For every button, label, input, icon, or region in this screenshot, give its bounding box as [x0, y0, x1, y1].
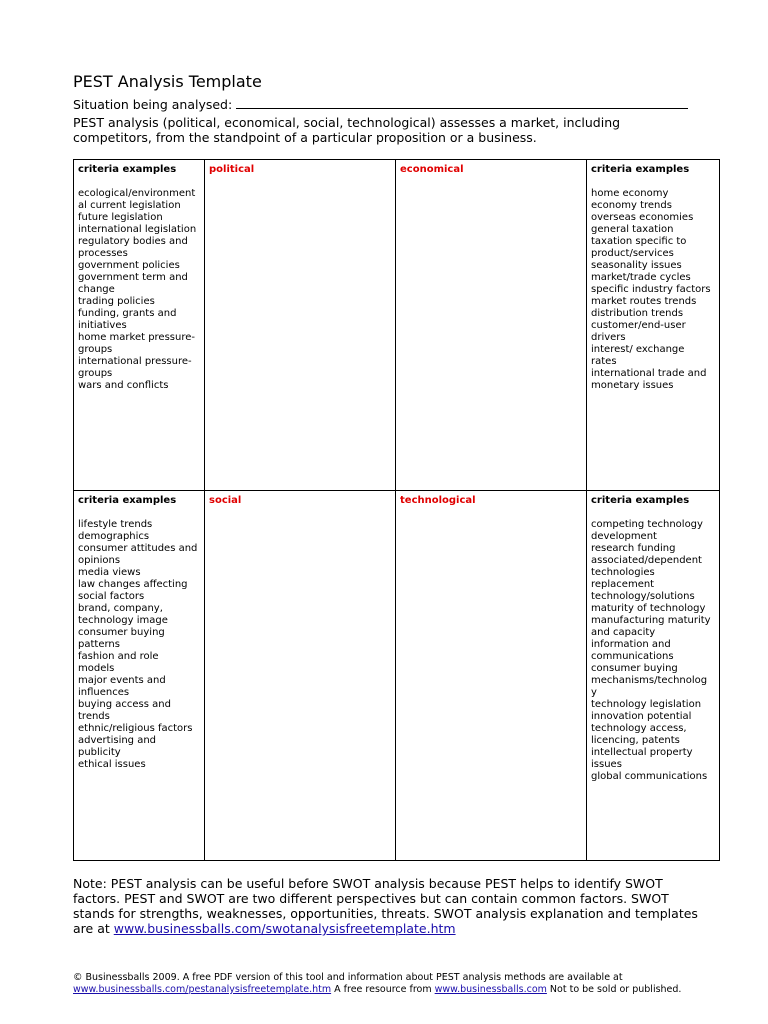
list-item: trading policies [78, 296, 155, 307]
list-item: home economy [591, 188, 669, 199]
criteria-header: criteria examples [78, 495, 177, 506]
footer-text-3: Not to be sold or published. [546, 984, 682, 995]
criteria-header: criteria examples [591, 495, 690, 506]
list-item: mechanisms/technolog [591, 675, 708, 686]
situation-line [73, 96, 688, 112]
list-item: general taxation [591, 224, 674, 235]
list-item: maturity of technology [591, 603, 706, 614]
technological-cell[interactable] [396, 491, 587, 861]
economical-cell[interactable] [396, 160, 587, 491]
list-item: media views [78, 567, 141, 578]
list-item: competing technology [591, 519, 703, 530]
list-item: influences [78, 687, 130, 698]
list-item: interest/ exchange [591, 344, 685, 355]
list-item: international pressure- [78, 356, 192, 367]
list-item: replacement [591, 579, 655, 590]
pest-link[interactable]: www.businessballs.com/pestanalysisfreetemplate.htm [73, 984, 332, 995]
list-item: technology legislation [591, 699, 702, 710]
list-item: manufacturing maturity [591, 615, 711, 626]
list-item: future legislation [78, 212, 163, 223]
list-item: drivers [591, 332, 626, 343]
page-title: PEST Analysis Template [73, 72, 262, 91]
list-item: demographics [78, 531, 150, 542]
list-item: associated/dependent [591, 555, 702, 566]
list-item: distribution trends [591, 308, 684, 319]
criteria-cell-political [74, 160, 205, 491]
list-item: home market pressure- [78, 332, 195, 343]
list-item: consumer buying [78, 627, 165, 638]
list-item: and capacity [591, 627, 656, 638]
criteria-header: criteria examples [78, 164, 177, 175]
list-item: taxation specific to [591, 236, 687, 247]
list-item: government term and [78, 272, 188, 283]
list-item: change [78, 284, 115, 295]
political-cell[interactable] [205, 160, 396, 491]
list-item: patterns [78, 639, 120, 650]
intro-paragraph: PEST analysis (political, economical, social, technological) assesses a market, including competitors, from the standpoint of a particular proposition or a business. [73, 115, 621, 145]
list-item: market routes trends [591, 296, 697, 307]
social-header: social [209, 495, 242, 506]
list-item: fashion and role [78, 651, 159, 662]
list-item: consumer attitudes and [78, 543, 198, 554]
list-item: ethical issues [78, 759, 146, 770]
list-item: wars and conflicts [78, 380, 169, 391]
businessballs-link[interactable]: www.businessballs.com [434, 984, 547, 995]
list-item: groups [78, 344, 113, 355]
list-item: economy trends [591, 200, 672, 211]
list-item: advertising and [78, 735, 157, 746]
list-item: communications [591, 651, 674, 662]
criteria-header: criteria examples [591, 164, 690, 175]
list-item: y [591, 687, 597, 698]
social-cell[interactable] [205, 491, 396, 861]
situation-label: Situation being analysed: [73, 97, 233, 112]
list-item: licencing, patents [591, 735, 680, 746]
list-item: publicity [78, 747, 121, 758]
list-item: processes [78, 248, 128, 259]
note-text: Note: PEST analysis can be useful before SWOT analysis because PEST helps to identify SWOT factors. PEST and SWOT are two different perspectives but can contain common factors. SWOT stands for strengths, weaknesses, opportunities, threats. SWOT analysis explanation and templates are at [73, 876, 698, 936]
criteria-cell-social [74, 491, 205, 861]
table-row [74, 160, 720, 491]
footer-text-1: © Businessballs 2009. A free PDF version of this tool and information about PEST analysis methods are available at [73, 972, 623, 983]
table-row [74, 491, 720, 861]
list-item: ethnic/religious factors [78, 723, 193, 734]
swot-link[interactable]: www.businessballs.com/swotanalysisfreetemplate.htm [113, 921, 456, 936]
list-item: social factors [78, 591, 145, 602]
list-item: information and [591, 639, 671, 650]
list-item: specific industry factors [591, 284, 711, 295]
list-item: intellectual property [591, 747, 693, 758]
list-item: overseas economies [591, 212, 694, 223]
list-item: customer/end-user [591, 320, 686, 331]
list-item: initiatives [78, 320, 127, 331]
list-item: trends [78, 711, 110, 722]
situation-blank[interactable] [236, 96, 688, 109]
technological-header: technological [400, 495, 476, 506]
political-header: political [209, 164, 255, 175]
list-item: international trade and [591, 368, 707, 379]
list-item: innovation potential [591, 711, 692, 722]
list-item: funding, grants and [78, 308, 177, 319]
list-item: product/services [591, 248, 674, 259]
list-item: law changes affecting [78, 579, 188, 590]
list-item: development [591, 531, 657, 542]
criteria-list [591, 188, 715, 392]
criteria-list [78, 519, 200, 771]
list-item: regulatory bodies and [78, 236, 188, 247]
criteria-cell-economical [587, 160, 720, 491]
list-item: al current legislation [78, 200, 181, 211]
footer [73, 972, 713, 996]
criteria-list [591, 519, 715, 783]
list-item: technology/solutions [591, 591, 695, 602]
list-item: consumer buying [591, 663, 678, 674]
list-item: major events and [78, 675, 166, 686]
list-item: buying access and [78, 699, 171, 710]
note-paragraph [73, 876, 703, 936]
economical-header: economical [400, 164, 464, 175]
list-item: government policies [78, 260, 180, 271]
list-item: technology access, [591, 723, 687, 734]
list-item: issues [591, 759, 622, 770]
criteria-list [78, 188, 200, 392]
criteria-cell-technological [587, 491, 720, 861]
footer-text-2: A free resource from [331, 984, 435, 995]
pest-table [73, 159, 720, 861]
list-item: seasonality issues [591, 260, 682, 271]
list-item: global communications [591, 771, 708, 782]
list-item: lifestyle trends [78, 519, 153, 530]
list-item: monetary issues [591, 380, 674, 391]
list-item: technologies [591, 567, 655, 578]
list-item: groups [78, 368, 113, 379]
list-item: technology image [78, 615, 168, 626]
list-item: rates [591, 356, 617, 367]
list-item: market/trade cycles [591, 272, 691, 283]
list-item: brand, company, [78, 603, 163, 614]
list-item: models [78, 663, 115, 674]
list-item: research funding [591, 543, 676, 554]
list-item: ecological/environment [78, 188, 196, 199]
list-item: international legislation [78, 224, 197, 235]
list-item: opinions [78, 555, 121, 566]
